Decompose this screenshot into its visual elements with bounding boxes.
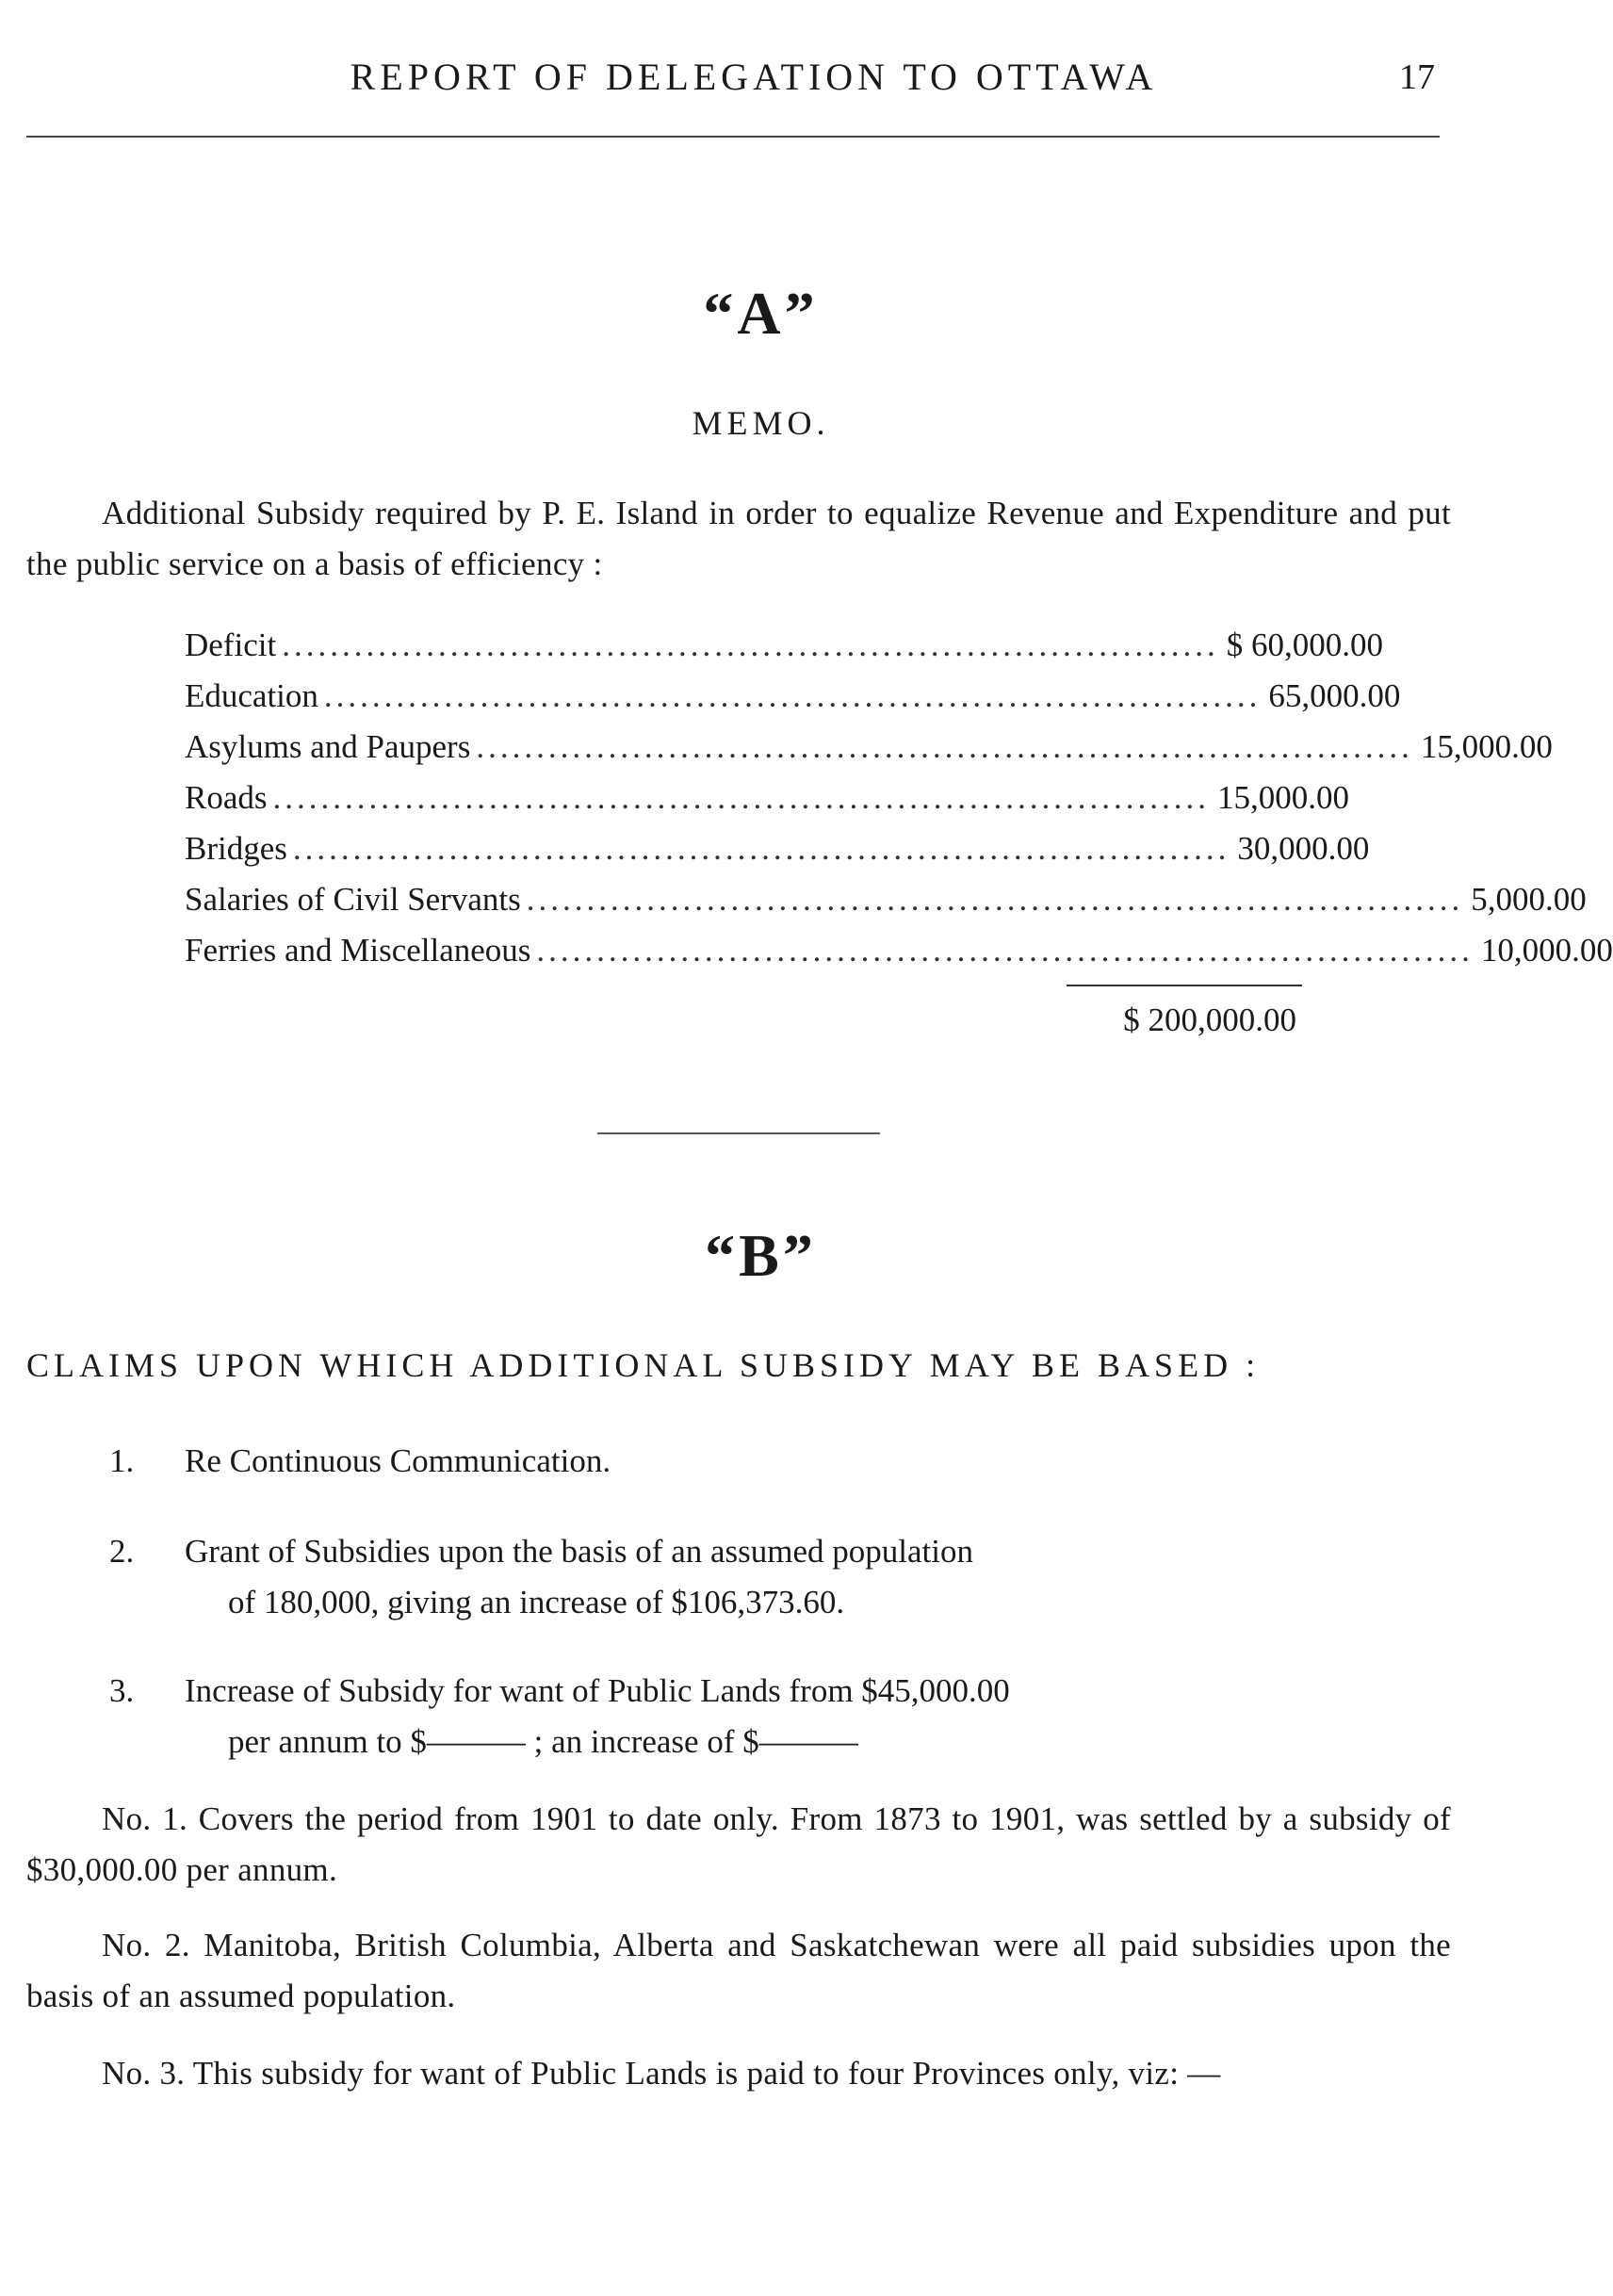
section-a-intro (26, 488, 1451, 590)
memo-label: Asylums and Paupers (185, 728, 471, 765)
memo-table (185, 620, 1613, 976)
note-text: No. 1. Covers the period from 1901 to date only. From 1873 to 1901, was settled by a subsidy of $30,000.00 per annum. (26, 1800, 1451, 1888)
memo-amount: $ 60,000.00 (1226, 627, 1383, 663)
dot-leader: .............................................................................. (476, 728, 1413, 765)
dot-leader: .............................................................................. (323, 677, 1262, 714)
dot-leader: .............................................................................. (536, 932, 1474, 969)
section-a-subtitle: MEMO. (692, 404, 830, 442)
claim-item (109, 1666, 1296, 1767)
running-title: REPORT OF DELEGATION TO OTTAWA (350, 56, 1158, 98)
memo-amount: 10,000.00 (1480, 932, 1613, 969)
memo-amount: 5,000.00 (1471, 881, 1587, 918)
memo-row (185, 925, 1613, 976)
memo-row (185, 773, 1349, 823)
claim-text (185, 1436, 1296, 1487)
running-head (0, 55, 1522, 111)
dot-leader: .............................................................................. (292, 830, 1230, 867)
note-text: No. 3. This subsidy for want of Public Lands is paid to four Provinces only, viz: — (102, 2055, 1221, 2092)
memo-amount: 15,000.00 (1217, 779, 1349, 816)
claim-number: 3. (109, 1672, 135, 1709)
memo-row (185, 823, 1370, 874)
memo-row (185, 620, 1383, 671)
claim-line: Re Continuous Communication. (185, 1442, 611, 1479)
note-paragraph (26, 1794, 1451, 1896)
page-number: 17 (1399, 57, 1435, 97)
memo-amount: 30,000.00 (1237, 830, 1370, 867)
claims-heading: CLAIMS UPON WHICH ADDITIONAL SUBSIDY MAY BE BASED : (26, 1346, 1261, 1384)
section-a-intro-text: Additional Subsidy required by P. E. Island in order to equalize Revenue and Expenditure and put the public service on a basis of efficiency : (26, 495, 1451, 582)
memo-row (185, 722, 1553, 773)
claim-item (109, 1436, 1296, 1487)
memo-row (185, 671, 1401, 722)
claim-text (185, 1526, 1296, 1628)
memo-amount: 15,000.00 (1420, 728, 1553, 765)
claim-line-continued: per annum to $——— ; an increase of $——— (228, 1723, 858, 1760)
note-text: No. 2. Manitoba, British Columbia, Alberta and Saskatchewan were all paid subsidies upon the basis of an assumed population. (26, 1927, 1451, 2014)
claim-number: 1. (109, 1442, 135, 1479)
section-a-letter: “A” (703, 280, 819, 347)
memo-label: Bridges (185, 830, 287, 867)
memo-label: Education (185, 677, 318, 714)
memo-row (185, 874, 1587, 925)
header-rule (26, 136, 1440, 138)
dot-leader: .............................................................................. (282, 627, 1219, 663)
memo-total: $ 200,000.00 (1123, 1001, 1296, 1038)
memo-label: Salaries of Civil Servants (185, 881, 521, 918)
claim-number: 2. (109, 1533, 135, 1570)
section-b-letter: “B” (705, 1222, 817, 1289)
note-paragraph (26, 2048, 1451, 2099)
dot-leader: .............................................................................. (526, 881, 1464, 918)
memo-amount: 65,000.00 (1268, 677, 1401, 714)
note-paragraph (26, 1920, 1451, 2022)
memo-label: Ferries and Miscellaneous (185, 932, 531, 969)
claim-line: Increase of Subsidy for want of Public Lands from $45,000.00 (185, 1672, 1010, 1709)
section-divider (597, 1132, 880, 1134)
claim-item (109, 1526, 1296, 1628)
claim-line: Grant of Subsidies upon the basis of an assumed population (185, 1533, 973, 1570)
memo-label: Roads (185, 779, 268, 816)
claim-text (185, 1666, 1296, 1767)
memo-label: Deficit (185, 627, 277, 663)
total-rule (1067, 985, 1302, 986)
claim-line-continued: of 180,000, giving an increase of $106,373.60. (228, 1584, 845, 1620)
dot-leader: .............................................................................. (272, 779, 1210, 816)
